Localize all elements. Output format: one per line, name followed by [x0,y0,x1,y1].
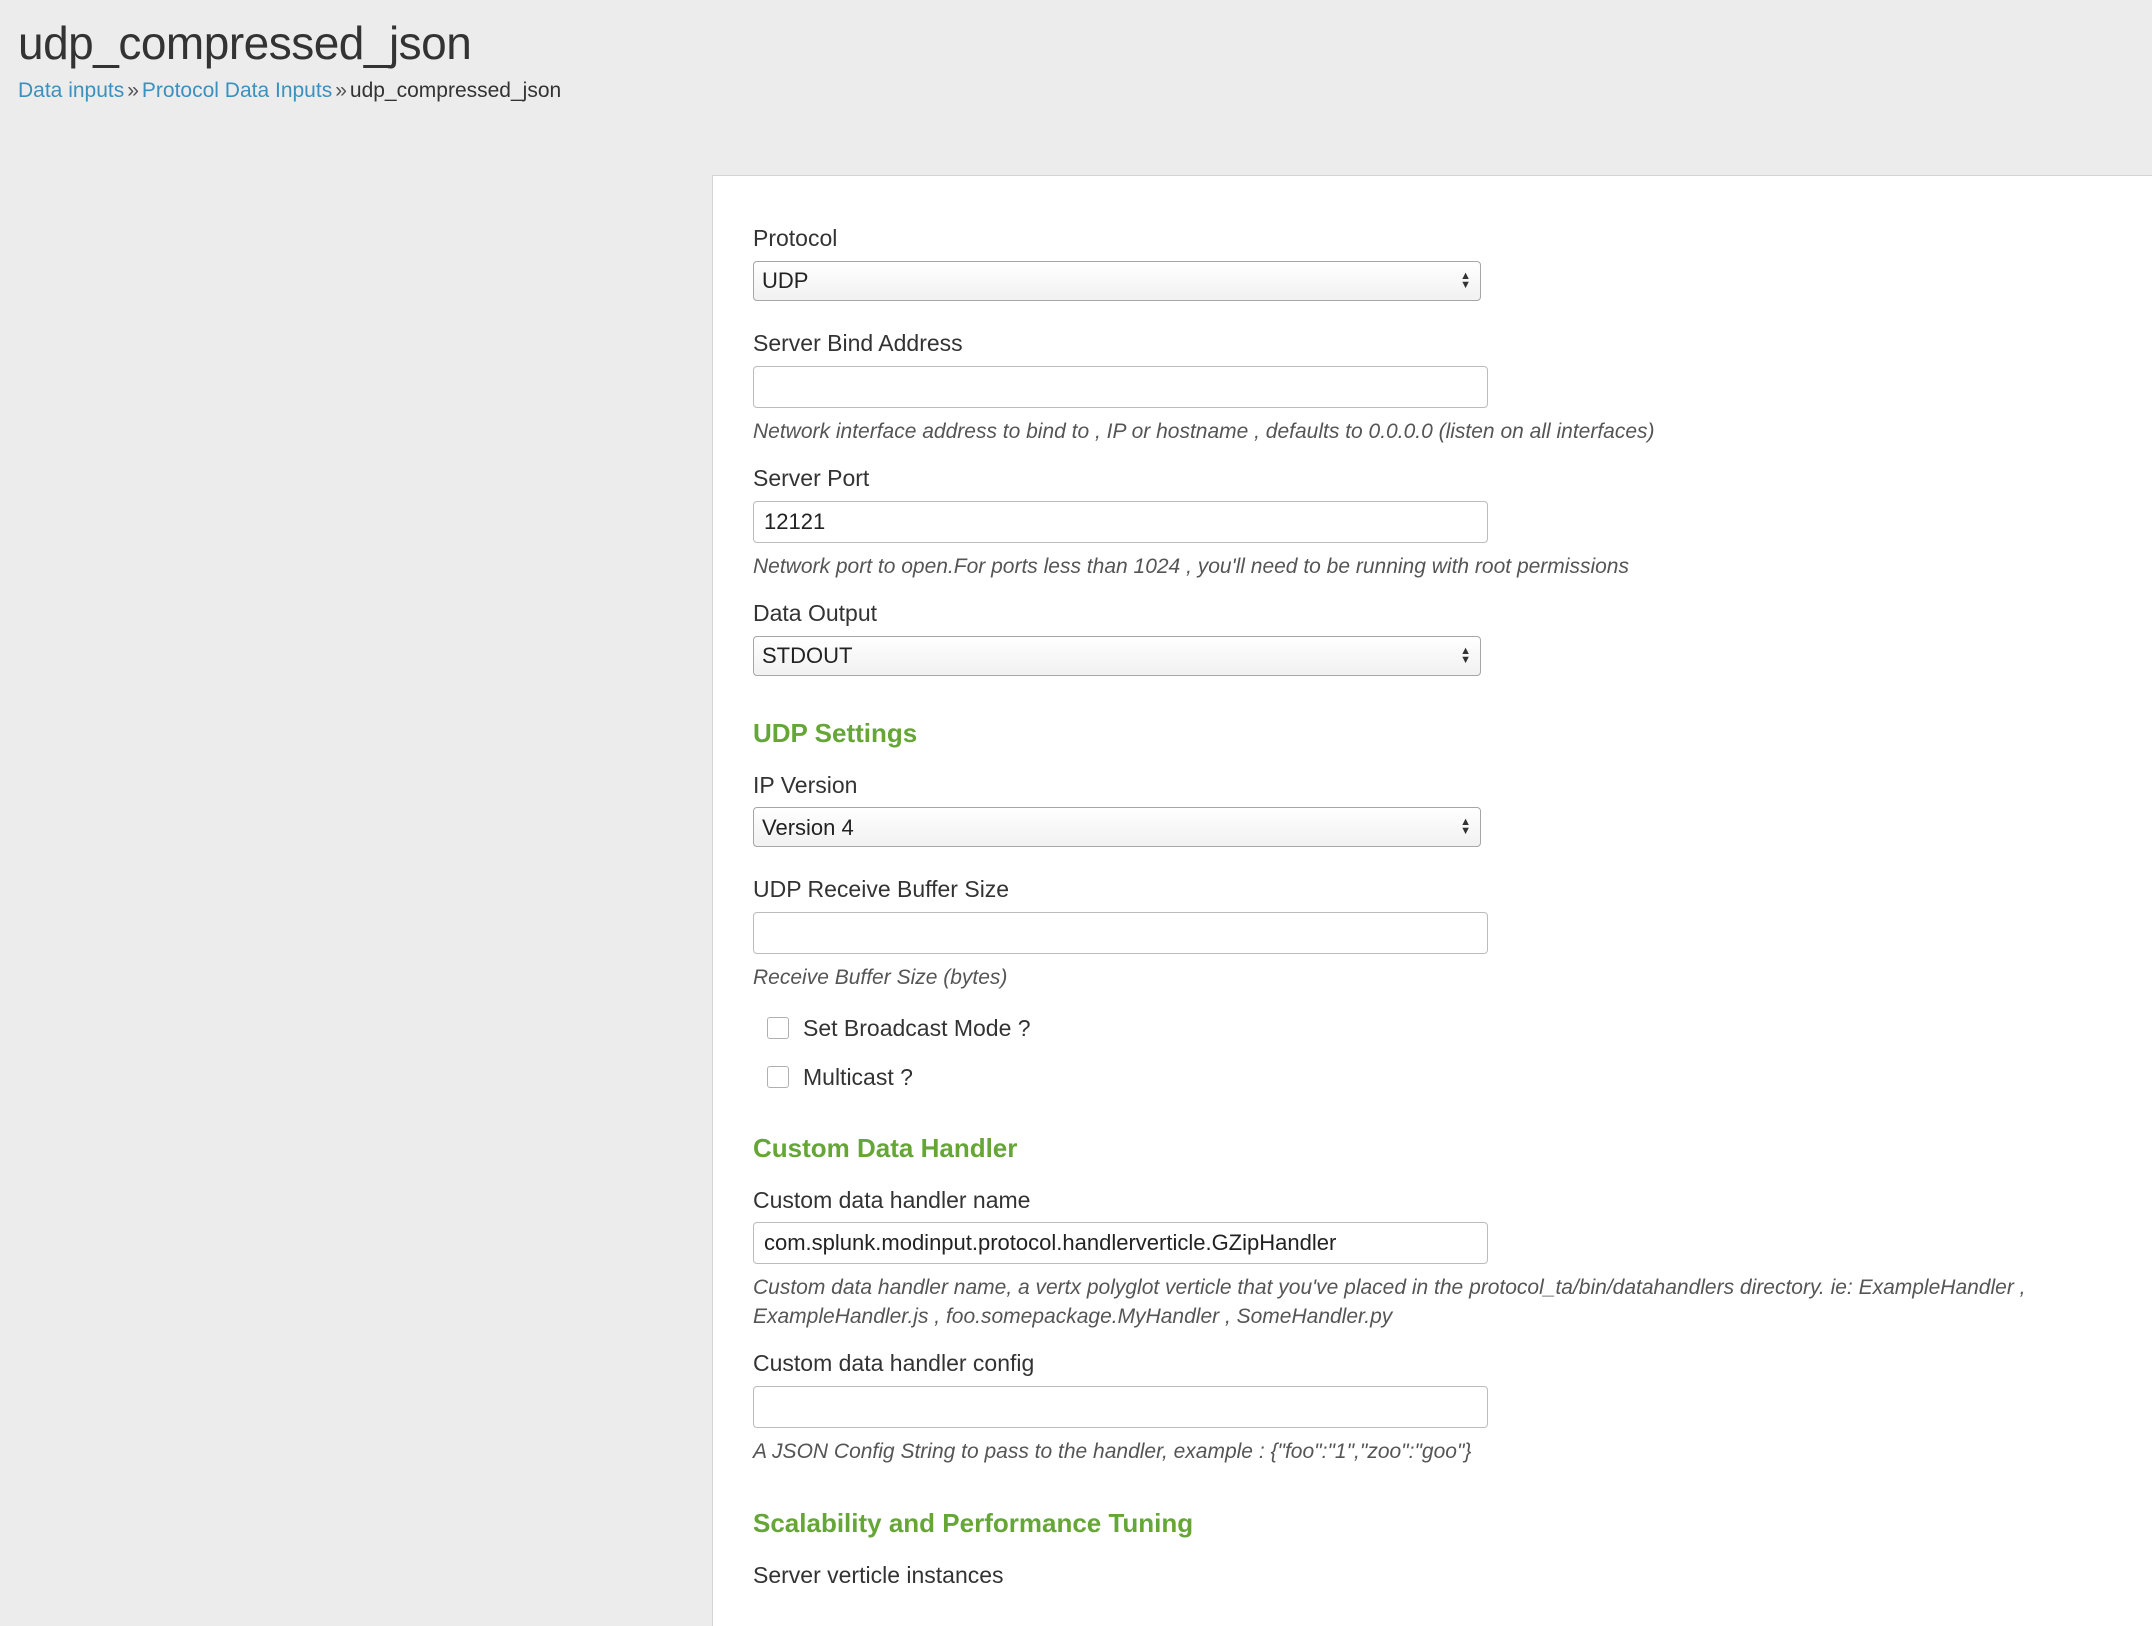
field-custom-data-handler-config [753,1349,2152,1466]
section-custom-data-handler: Custom Data Handler [753,1132,1018,1163]
field-custom-data-handler-name [753,1186,2152,1331]
breadcrumb [18,77,2152,104]
broadcast-mode-checkbox[interactable] [767,1017,789,1039]
custom-data-handler-name-input[interactable] [753,1222,1488,1264]
breadcrumb-current: udp_compressed_json [349,78,562,102]
server-port-input[interactable] [753,501,1488,543]
udp-receive-buffer-size-input[interactable] [753,912,1488,954]
protocol-select-wrap [753,261,1481,301]
chevron-updown-icon: ▲ ▼ [1460,644,1471,666]
breadcrumb-separator-2: » [335,78,347,102]
protocol-label: Protocol [753,225,838,251]
server-verticle-instances-label: Server verticle instances [753,1562,1004,1589]
server-bind-address-input[interactable] [753,366,1488,408]
field-data-output [753,599,2152,676]
field-protocol [753,224,2152,301]
settings-panel [712,175,2152,1626]
breadcrumb-separator-1: » [127,78,139,102]
field-server-port [753,464,2152,581]
custom-data-handler-name-label: Custom data handler name [753,1186,1031,1213]
custom-data-handler-config-help: A JSON Config String to pass to the handler, example : {"foo":"1","zoo":"goo"} [753,1439,1472,1463]
data-output-select-wrap [753,636,1481,676]
multicast-checkbox[interactable] [767,1066,789,1088]
section-scalability: Scalability and Performance Tuning [753,1508,1194,1539]
custom-data-handler-name-help: Custom data handler name, a vertx polyglot verticle that you've placed in the protocol_ta/bin/datahandlers directory. ie: ExampleHandler , ExampleHandler.js , foo.somepackage.MyHandler , SomeHandler.py [753,1276,2026,1328]
custom-data-handler-config-input[interactable] [753,1386,1488,1428]
ip-version-select[interactable] [753,807,1481,847]
broadcast-mode-label[interactable]: Set Broadcast Mode ? [803,1014,1031,1041]
breadcrumb-link-data-inputs[interactable]: Data inputs [18,78,125,102]
breadcrumb-link-protocol-data-inputs[interactable]: Protocol Data Inputs [141,78,333,102]
field-multicast[interactable] [767,1064,2152,1091]
field-broadcast-mode[interactable] [767,1015,2152,1042]
data-output-label: Data Output [753,599,878,626]
field-ip-version [753,771,2152,848]
field-server-bind-address [753,329,2152,446]
udp-receive-buffer-size-help: Receive Buffer Size (bytes) [753,966,1008,990]
ip-version-select-wrap [753,807,1481,847]
server-bind-address-label: Server Bind Address [753,329,963,356]
udp-receive-buffer-size-label: UDP Receive Buffer Size [753,876,1010,903]
field-server-verticle-instances [753,1561,2152,1590]
ip-version-label: IP Version [753,771,858,798]
protocol-input-form [735,224,2152,1590]
server-bind-address-help: Network interface address to bind to , IP or hostname , defaults to 0.0.0.0 (listen on all interfaces) [753,419,1655,443]
page-title: udp_compressed_json [18,17,472,69]
section-udp-settings: UDP Settings [753,717,918,748]
server-port-label: Server Port [753,464,870,491]
custom-data-handler-config-label: Custom data handler config [753,1349,1035,1376]
field-udp-receive-buffer-size [753,875,2152,992]
protocol-select[interactable] [753,261,1481,301]
chevron-updown-icon: ▲ ▼ [1460,269,1471,291]
data-output-select[interactable] [753,636,1481,676]
multicast-label[interactable]: Multicast ? [803,1063,913,1090]
server-port-help: Network port to open.For ports less than 1024 , you'll need to be running with root permissions [753,554,1629,578]
chevron-updown-icon: ▲ ▼ [1460,816,1471,838]
page-header [0,0,2152,104]
